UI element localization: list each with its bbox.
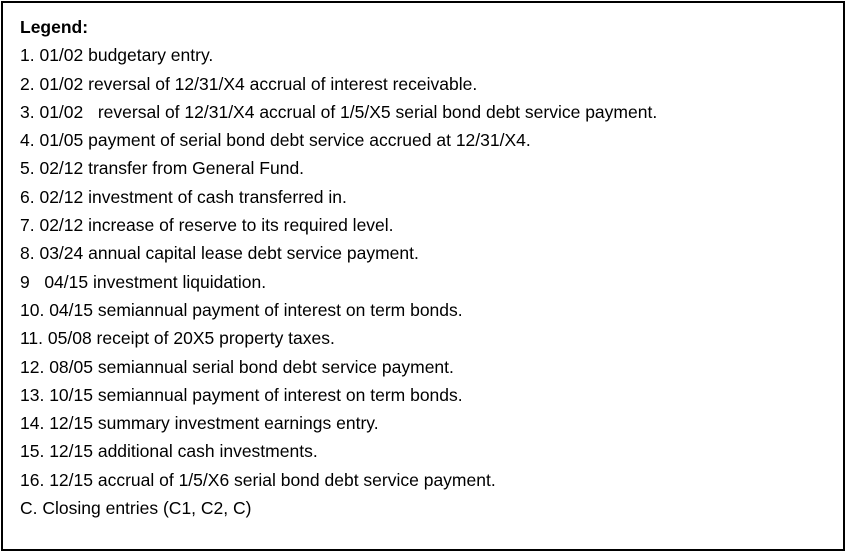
legend-item-14: 14. 12/15 summary investment earnings entry.: [20, 413, 379, 434]
legend-item-4: 4. 01/05 payment of serial bond debt service accrued at 12/31/X4.: [20, 130, 531, 151]
legend-item-8: 8. 03/24 annual capital lease debt service payment.: [20, 243, 419, 264]
legend-item-2: 2. 01/02 reversal of 12/31/X4 accrual of interest receivable.: [20, 73, 478, 94]
legend-item-11: 11. 05/08 receipt of 20X5 property taxes.: [20, 328, 335, 349]
legend-item-12: 12. 08/05 semiannual serial bond debt service payment.: [20, 356, 454, 377]
legend-item-6: 6. 02/12 investment of cash transferred in.: [20, 186, 347, 207]
legend-item-7: 7. 02/12 increase of reserve to its required level.: [20, 215, 394, 236]
legend-item-3: 3. 01/02 reversal of 12/31/X4 accrual of 1/5/X5 serial bond debt service payment.: [20, 101, 658, 122]
legend-item-9: 9 04/15 investment liquidation.: [20, 271, 267, 292]
legend-title: Legend:: [20, 17, 89, 37]
legend-content: [20, 13, 835, 522]
legend-item-1: 1. 01/02 budgetary entry.: [20, 45, 214, 66]
legend-item-15: 15. 12/15 additional cash investments.: [20, 441, 318, 462]
legend-box: [1, 1, 845, 551]
legend-item-10: 10. 04/15 semiannual payment of interest on term bonds.: [20, 299, 463, 320]
legend-item-5: 5. 02/12 transfer from General Fund.: [20, 158, 305, 179]
legend-item-closing: C. Closing entries (C1, C2, C): [20, 498, 252, 519]
legend-item-13: 13. 10/15 semiannual payment of interest on term bonds.: [20, 384, 463, 405]
legend-item-16: 16. 12/15 accrual of 1/5/X6 serial bond debt service payment.: [20, 469, 496, 490]
